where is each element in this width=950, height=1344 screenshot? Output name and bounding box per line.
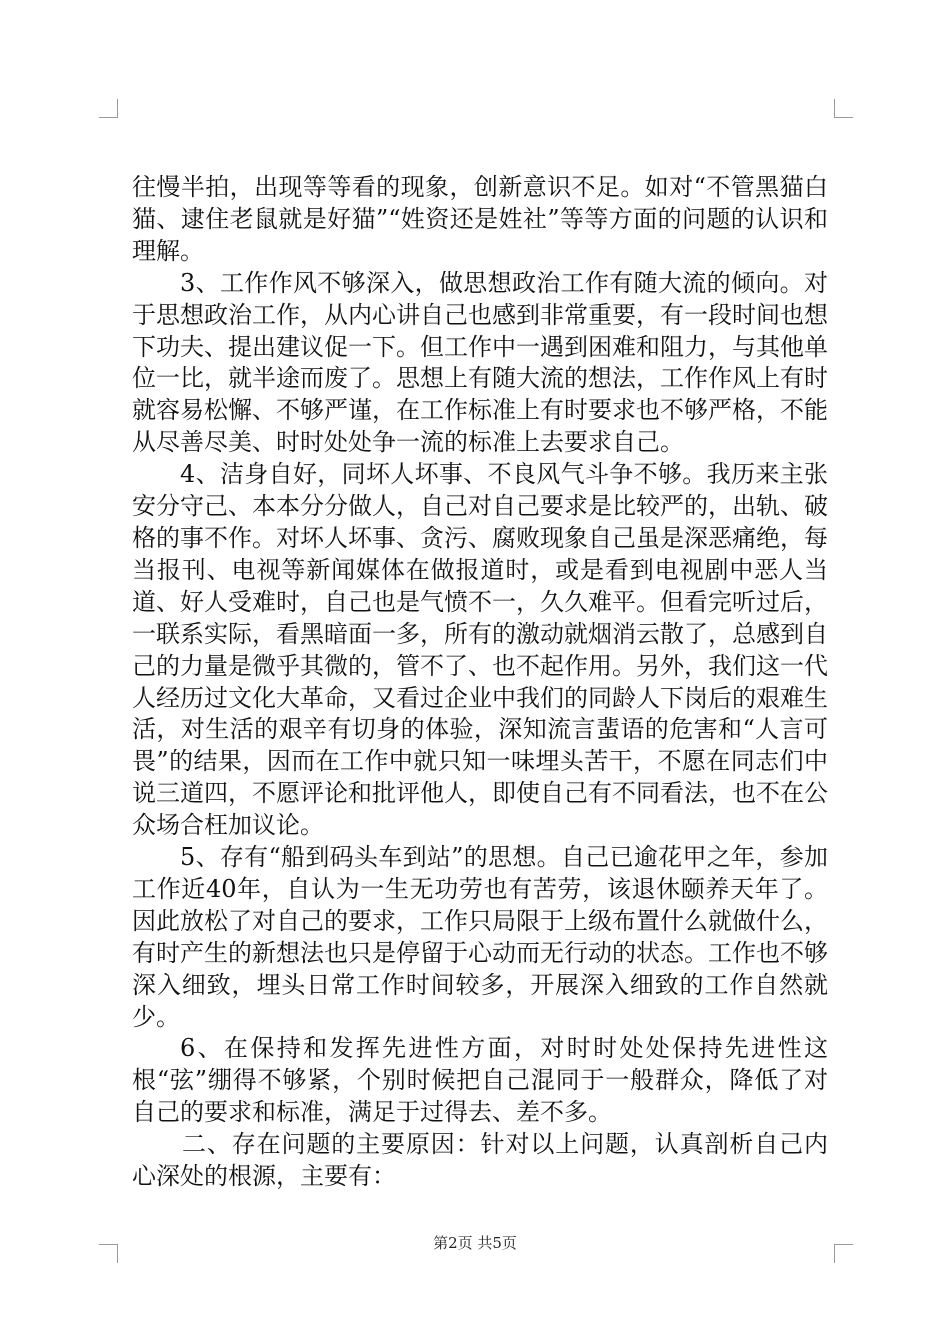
page-number-footer: 第2页 共5页	[433, 1234, 517, 1252]
document-body	[132, 172, 828, 1193]
crop-mark-top-left	[99, 99, 118, 118]
crop-mark-top-right	[834, 99, 853, 118]
section-heading-causes: 二、存在问题的主要原因：针对以上问题，认真剖析自己内心深处的根源，主要有：	[132, 1130, 828, 1191]
paragraph-item-6: 6、在保持和发挥先进性方面，对时时处处保持先进性这根“弦”绷得不够紧，个别时候把自己混同于一般群众，降低了对自己的要求和标准，满足于过得去、差不多。	[132, 1034, 828, 1127]
paragraph-item-3: 3、工作作风不够深入，做思想政治工作有随大流的倾向。对于思想政治工作，从内心讲自己也感到非常重要，有一段时间也想下功夫、提出建议促一下。但工作中一遇到困难和阻力，与其他单位一比，就半途而废了。思想上有随大流的想法，工作作风上有时就容易松懈、不够严谨，在工作标准上有时要求也不够严格，不能从尽善尽美、时时处处争一流的标准上去要求自己。	[132, 268, 828, 457]
paragraph-item-4: 4、洁身自好，同坏人坏事、不良风气斗争不够。我历来主张安分守己、本本分分做人，自己对自己要求是比较严的，出轨、破格的事不作。对坏人坏事、贪污、腐败现象自己虽是深恶痛绝，每当报刊、电视等新闻媒体在做报道时，或是看到电视剧中恶人当道、好人受难时，自己也是气愤不一，久久难平。但看完听过后，一联系实际，看黑暗面一多，所有的激动就烟消云散了，总感到自己的力量是微乎其微的，管不了、也不起作用。另外，我们这一代人经历过文化大革命，又看过企业中我们的同龄人下岗后的艰难生活，对生活的艰辛有切身的体验，深知流言蜚语的危害和“人言可畏”的结果，因而在工作中就只知一味埋头苦干，不愿在同志们中说三道四，不愿评论和批评他人，即使自己有不同看法，也不在公众场合枉加议论。	[132, 460, 828, 840]
paragraph-continuation: 往慢半拍，出现等等看的现象，创新意识不足。如对“不管黑猫白猫、逮住老鼠就是好猫”“姓资还是姓社”等等方面的问题的认识和理解。	[132, 173, 828, 265]
paragraph-item-5: 5、存有“船到码头车到站”的思想。自己已逾花甲之年，参加工作近40年，自认为一生无功劳也有苦劳，该退休颐养天年了。因此放松了对自己的要求，工作只局限于上级布置什么就做什么，有时产生的新想法也只是停留于心动而无行动的状态。工作也不够深入细致，埋头日常工作时间较多，开展深入细致的工作自然就少。	[132, 843, 828, 1031]
